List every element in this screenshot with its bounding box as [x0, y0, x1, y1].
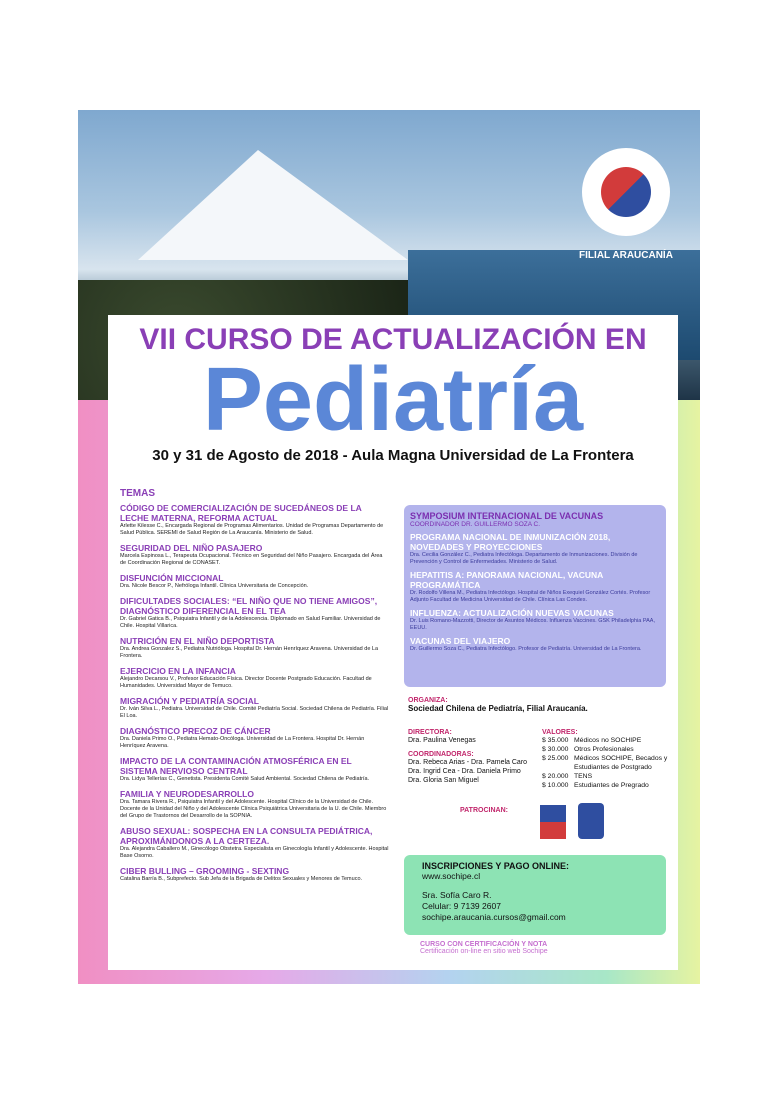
course-title: VII CURSO DE ACTUALIZACIÓN EN: [139, 323, 647, 356]
topic-title: FAMILIA Y NEURODESARROLLO: [120, 789, 254, 799]
inscripciones-phone: Celular: 9 7139 2607: [422, 901, 501, 911]
directora-label: DIRECTORA:: [408, 729, 452, 736]
symposium-item-title: PROGRAMA NACIONAL DE INMUNIZACIÓN 2018, NOVEDADES Y PROYECCIONES: [410, 532, 611, 552]
topic-title: MIGRACIÓN Y PEDIATRÍA SOCIAL: [120, 696, 260, 706]
directora-value: Dra. Paulina Venegas: [408, 737, 476, 744]
valores-column: [542, 729, 672, 790]
valor-row: [542, 772, 672, 781]
valor-row: [542, 754, 672, 772]
temas-list: [120, 503, 390, 889]
course-subject: Pediatría: [202, 350, 584, 450]
inscripciones-box: [404, 855, 666, 935]
symposium-coordinator: COORDINADOR DR. GUILLERMO SOZA C.: [410, 521, 541, 528]
topic-desc: Dra. Alejandra Caballero M., Ginecólogo Obstetra. Especialista en Ginecología Infantil y Adolescente. Hospital Base Osorno.: [120, 846, 389, 859]
topic-title: NUTRICIÓN EN EL NIÑO DEPORTISTA: [120, 636, 275, 646]
valor-price: $ 25.000: [542, 755, 569, 762]
topic-item: [120, 573, 390, 590]
topic-item: [120, 696, 390, 720]
sochipe-logo: [576, 148, 676, 278]
valor-desc: TENS: [574, 773, 593, 780]
topic-desc: Marcela Espinosa L., Terapeuta Ocupacional. Técnico en Seguridad del Niño Pasajero. Encargada del Área de Coordinación Regional de CONASET.: [120, 553, 383, 566]
symposium-item-title: VACUNAS DEL VIAJERO: [410, 636, 511, 646]
topic-desc: Dra. Nicole Bescor P., Nefróloga Infantil. Clínica Universitaria de Concepción.: [120, 583, 309, 589]
volcano-shape: [138, 150, 408, 260]
topic-desc: Arlette Kilesse C., Encargada Regional de Programas Alimentarios. Unidad de Programas Departamento de Salud Pública. SEREMI de Salud Región de La Araucanía. Ministerio de Salud.: [120, 523, 384, 536]
coordinadoras-label: COORDINADORAS:: [408, 751, 474, 758]
certificacion-title: CURSO CON CERTIFICACIÓN Y NOTA: [420, 941, 548, 948]
valor-row: [542, 745, 672, 754]
topic-item: [120, 636, 390, 660]
topic-title: IMPACTO DE LA CONTAMINACIÓN ATMOSFÉRICA EN EL SISTEMA NERVIOSO CENTRAL: [120, 756, 352, 776]
topic-item: [120, 726, 390, 750]
topic-title: DIAGNÓSTICO PRECOZ DE CÁNCER: [120, 726, 271, 736]
organiza-value: Sociedad Chilena de Pediatría, Filial Araucanía.: [408, 704, 588, 713]
symposium-item-desc: Dr. Luis Romano-Mazzotti, Director de Asuntos Médicos. Influenza Vaccines. GSK Philadelphia PAA, EEUU.: [410, 618, 655, 631]
topic-desc: Dr. Gabriel Gatica B., Psiquiatra Infantil y de la Adolescencia. Diplomado en Salud Familiar. Universidad de Chile. Hospital Villarica.: [120, 616, 381, 629]
inscripciones-title: INSCRIPCIONES Y PAGO ONLINE:: [422, 861, 570, 871]
temas-title: TEMAS: [120, 488, 155, 499]
topic-title: ABUSO SEXUAL: SOSPECHA EN LA CONSULTA PEDIÁTRICA, APROXIMÁNDONOS A LA CERTEZA.: [120, 826, 373, 846]
topic-item: [120, 666, 390, 690]
valor-desc: Estudiantes de Pregrado: [574, 782, 649, 789]
topic-desc: Dra. Daniela Primo O., Pediatra Hemato-Oncóloga. Universidad de La Frontera. Hospital Dr. Hernán Henríquez Aravena.: [120, 736, 365, 749]
event-date: 30 y 31 de Agosto de 2018 - Aula Magna Universidad de La Frontera: [152, 447, 634, 464]
topic-desc: Dr. Iván Silva L., Pediatra. Universidad de Chile. Comité Pediatría Social. Sociedad Chilena de Pediatría. Filial El Loa.: [120, 706, 389, 719]
universidad-frontera-logo: [578, 803, 604, 839]
valor-price: $ 20.000: [542, 773, 569, 780]
logo-filial: FILIAL ARAUCANÍA: [579, 250, 673, 261]
topic-title: SEGURIDAD DEL NIÑO PASAJERO: [120, 543, 263, 553]
topic-item: [120, 543, 390, 567]
poster: [78, 110, 700, 984]
topic-title: DISFUNCIÓN MICCIONAL: [120, 573, 224, 583]
inscripciones-contact: Sra. Sofía Caro R.: [422, 890, 492, 900]
topic-item: [120, 756, 390, 783]
valores-label: VALORES:: [542, 729, 578, 736]
logo-inner: [601, 167, 651, 217]
valor-price: $ 10.000: [542, 782, 569, 789]
symposium-item-desc: Dr. Rodolfo Villena M., Pediatra Infectólogo. Hospital de Niños Exequiel González Cortés. Profesor Adjunto Facultad de Medicina Universidad de Chile. Clínica Las Condes.: [410, 590, 651, 603]
topic-desc: Alejandro Decarsou V., Profesor Educación Física. Director Docente Postgrado Educación. Facultad de Humanidades. Universidad Mayor de Temuco.: [120, 676, 372, 689]
organiza: [408, 697, 668, 713]
inscripciones-web[interactable]: www.sochipe.cl: [422, 871, 481, 881]
valor-price: $ 30.000: [542, 746, 569, 753]
topic-item: [120, 789, 390, 820]
valor-price: $ 35.000: [542, 737, 569, 744]
staff-column: [408, 729, 528, 785]
topic-desc: Dra. Lidya Tellerías C., Genetista. Presidenta Comité Salud Ambiental. Sociedad Chilena de Pediatría.: [120, 776, 370, 782]
topic-item: [120, 503, 390, 537]
organiza-label: ORGANIZA:: [408, 697, 448, 704]
valor-desc: Médicos no SOCHIPE: [574, 737, 642, 744]
symposium-title: SYMPOSIUM INTERNACIONAL DE VACUNAS: [410, 511, 604, 521]
valor-desc: Otros Profesionales: [574, 746, 634, 753]
valor-desc: Médicos SOCHIPE, Becados y Estudiantes de Postgrado: [574, 755, 668, 771]
topic-desc: Dra. Tamara Rivera R., Psiquiatra Infantil y del Adolescente. Hospital Clínico de la Universidad de Chile. Docente de la Unidad del Niño y del Adolescente Clínica Psiquiátrica Universitaria de la U. de Chile. Miembro del Grupo de Trastornos del Desarrollo de la SOPNIA.: [120, 799, 387, 819]
coordinadora-line: Dra. Ingrid Cea - Dra. Daniela Primo: [408, 768, 521, 775]
certificacion-value: Certificación on-line en sitio web Sochipe: [420, 948, 548, 955]
patrocinan-label: PATROCINAN:: [460, 807, 508, 814]
coordinadora-line: Dra. Gloria San Miguel: [408, 777, 479, 784]
coordinadora-line: Dra. Rebeca Arias - Dra. Pamela Caro: [408, 759, 528, 766]
ministerio-salud-logo: [540, 805, 566, 839]
topic-title: CIBER BULLING – GROOMING - SEXTING: [120, 866, 290, 876]
symposium-item-desc: Dr. Guillermo Soza C., Pediatra Infectólogo. Profesor de Pediatría. Universidad de La Frontera.: [410, 646, 642, 652]
symposium-item-desc: Dra. Cecilia González C., Pediatra Infectóloga. Departamento de Inmunizaciones. División de Prevención y Control de Enfermedades. Ministerio de Salud.: [410, 552, 638, 565]
valor-row: [542, 736, 672, 745]
topic-title: CÓDIGO DE COMERCIALIZACIÓN DE SUCEDÁNEOS DE LA LECHE MATERNA, REFORMA ACTUAL: [120, 503, 362, 523]
symposium-box: [404, 505, 666, 687]
topic-item: [120, 866, 390, 883]
topic-title: DIFICULTADES SOCIALES: “EL NIÑO QUE NO TIENE AMIGOS”, DIAGNÓSTICO DIFERENCIAL EN EL TEA: [120, 596, 378, 616]
content-card: [108, 315, 678, 970]
valor-row: [542, 781, 672, 790]
topic-item: [120, 826, 390, 860]
topic-desc: Dra. Andrea Gonzalez S., Pediatra Nutrióloga. Hospital Dr. Hernán Henríquez Aravena. Universidad de La Frontera.: [120, 646, 379, 659]
inscripciones-email[interactable]: sochipe.araucania.cursos@gmail.com: [422, 912, 566, 922]
logo-emblem: [582, 148, 670, 236]
certificacion: [420, 941, 670, 955]
topic-title: EJERCICIO EN LA INFANCIA: [120, 666, 236, 676]
symposium-item-title: INFLUENZA: ACTUALIZACIÓN NUEVAS VACUNAS: [410, 608, 614, 618]
symposium-item-title: HEPATITIS A: PANORAMA NACIONAL, VACUNA PROGRAMÁTICA: [410, 570, 603, 590]
topic-item: [120, 596, 390, 630]
topic-desc: Catalina Barría B., Subprefecto. Sub Jefa de la Brigada de Delitos Sexuales y Menores de Temuco.: [120, 876, 363, 882]
